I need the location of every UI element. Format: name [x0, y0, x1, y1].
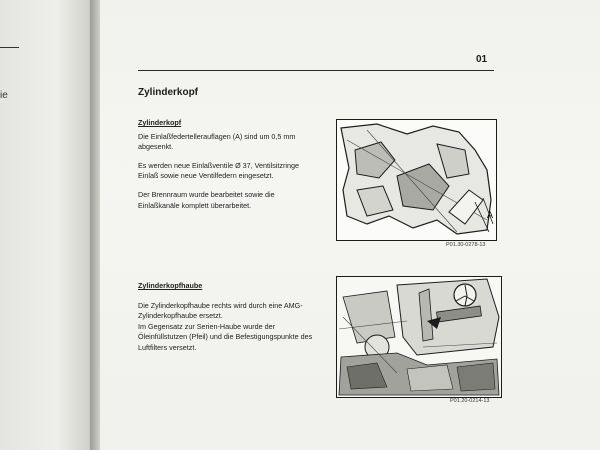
left-page-text-fragment: ie: [0, 90, 8, 101]
cylinder-cover-figure-caption: P01.20-0214-13: [450, 398, 490, 404]
header-rule: [138, 70, 494, 71]
block-zylinderkopfhaube-para-2: Im Gegensatz zur Serien-Haube wurde der Öleinfüllstutzen (Pfeil) und die Befestigungspunkte des Luftfilters versetzt.: [138, 321, 313, 352]
block-zylinderkopf-heading: Zylinderkopf: [138, 118, 182, 127]
cylinder-head-drawing: [337, 120, 496, 240]
cylinder-cover-figure: [336, 276, 502, 398]
cylinder-cover-drawing: [337, 277, 501, 397]
cylinder-head-figure-caption: P01.30-0278-13: [446, 242, 486, 248]
left-page-rule: [0, 47, 19, 48]
figure-label-a: A: [487, 210, 494, 220]
cylinder-head-figure: [336, 119, 497, 241]
block-zylinderkopfhaube-heading: Zylinderkopfhaube: [138, 281, 203, 290]
section-title: Zylinderkopf: [138, 87, 199, 98]
block-zylinderkopfhaube: [138, 281, 320, 362]
page-number: 01: [476, 54, 488, 65]
block-zylinderkopf-para-1: Die Einlaßfedertellerauflagen (A) sind um 0,5 mm abgesenkt.: [138, 131, 296, 152]
block-zylinderkopf: [138, 118, 316, 219]
block-zylinderkopf-para-2: Es werden neue Einlaßventile Ø 37, Ventilsitzringe Einlaß sowie neue Ventilfedern eingesetzt.: [138, 160, 300, 181]
block-zylinderkopfhaube-para-1: Die Zylinderkopfhaube rechts wird durch eine AMG-Zylinderkopfhaube ersetzt.: [138, 300, 303, 321]
block-zylinderkopf-para-3: Der Brennraum wurde bearbeitet sowie die Einlaßkanäle komplett überarbeitet.: [138, 189, 275, 210]
left-page: [0, 0, 96, 450]
